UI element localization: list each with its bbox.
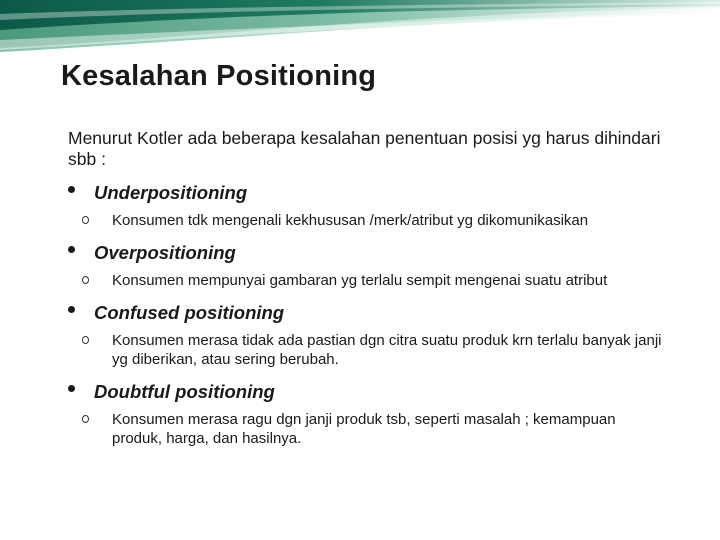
bullet-heading: Doubtful positioning — [94, 381, 275, 402]
bullet-overpositioning — [68, 242, 688, 290]
slide-title: Kesalahan Positioning — [61, 60, 377, 92]
sub-item-text: Konsumen mempunyai gambaran yg terlalu sempit mengenai suatu atribut — [112, 272, 608, 289]
bullet-dot-icon — [68, 306, 75, 313]
bullet-confused-positioning — [68, 302, 688, 369]
slide-content — [68, 128, 688, 448]
sub-item-text: Konsumen merasa ragu dgn janji produk tsb, seperti masalah ; kemampuan produk, harga, dan hasilnya. — [112, 411, 616, 447]
sub-item — [112, 331, 672, 369]
header-wave-decoration — [0, 0, 720, 62]
bullet-underpositioning — [68, 182, 688, 230]
hollow-circle-icon — [82, 216, 89, 224]
sub-item — [112, 271, 652, 290]
bullet-heading: Underpositioning — [94, 182, 248, 203]
hollow-circle-icon — [82, 336, 89, 344]
hollow-circle-icon — [82, 415, 89, 423]
bullet-heading: Overpositioning — [94, 242, 236, 263]
intro-text: Menurut Kotler ada beberapa kesalahan penentuan posisi yg harus dihindari sbb : — [68, 128, 661, 169]
hollow-circle-icon — [82, 276, 89, 284]
sub-item — [112, 211, 688, 230]
bullet-heading: Confused positioning — [94, 302, 285, 323]
sub-item — [112, 410, 632, 448]
sub-item-text: Konsumen tdk mengenali kekhususan /merk/atribut yg dikomunikasikan — [112, 212, 589, 229]
bullet-dot-icon — [68, 246, 75, 253]
bullet-doubtful-positioning — [68, 381, 688, 448]
bullet-dot-icon — [68, 186, 75, 193]
sub-item-text: Konsumen merasa tidak ada pastian dgn citra suatu produk krn terlalu banyak janji yg diberikan, atau sering berubah. — [112, 332, 662, 368]
bullet-dot-icon — [68, 385, 75, 392]
